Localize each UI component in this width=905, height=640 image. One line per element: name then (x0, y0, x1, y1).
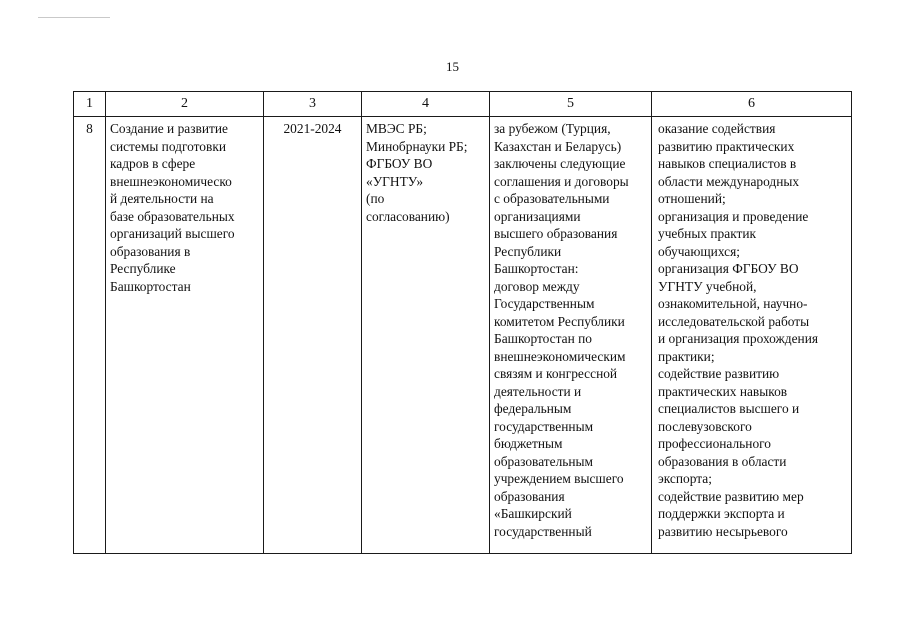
cell-line: образовательным (494, 453, 594, 469)
cell-line: Республике (110, 261, 176, 276)
cell-line: области международных (658, 173, 800, 189)
cell-line: ознакомительной, научно- (658, 296, 808, 311)
cell-line: учебных практик (658, 226, 757, 241)
cell-line: кадров в сфере (110, 156, 196, 171)
cell-line: развитию несырьевого (658, 523, 788, 539)
cell-line: Башкортостан: (494, 261, 579, 276)
cell-line: образования (494, 488, 565, 504)
measures-table (73, 91, 852, 554)
cell-line: высшего образования (494, 226, 618, 241)
period-cell: 2021-2024 (264, 117, 362, 554)
cell-line: базе образовательных (110, 208, 235, 224)
cell-line: Башкортостан по (494, 331, 592, 346)
cell-line: «УГНТУ» (366, 173, 424, 189)
cell-line: ФГБОУ ВО (366, 156, 433, 171)
cell-line: организациями (494, 208, 581, 224)
cell-line: образования в (110, 243, 191, 259)
table-row (74, 117, 852, 554)
cell-line: деятельности и (494, 383, 582, 399)
cell-line: Башкортостан (110, 278, 191, 294)
cell-line: соглашения и договоры (494, 173, 629, 189)
cell-line: содействие развитию мер (658, 488, 804, 504)
page-number: 15 (446, 59, 459, 74)
cell-line: практики; (658, 348, 715, 364)
cell-line: практических навыков (658, 383, 788, 399)
cell-line: учреждением высшего (494, 471, 624, 486)
cell-line: Государственным (494, 296, 595, 311)
cell-line: Создание и развитие (110, 121, 228, 136)
header-cell-1: 1 (74, 92, 106, 117)
cell-line: организация ФГБОУ ВО (658, 261, 799, 276)
cell-line: Республики (494, 243, 562, 259)
cell-line: содействие развитию (658, 366, 780, 381)
outcomes-cell (652, 117, 852, 554)
cell-line: МВЭС РБ; (366, 121, 427, 136)
cell-line: УГНТУ учебной, (658, 278, 757, 294)
cell-line: развитию практических (658, 138, 795, 154)
cell-line: за рубежом (Турция, (494, 121, 611, 136)
cell-line: связям и конгрессной (494, 366, 618, 381)
cell-line: Казахстан и Беларусь) (494, 138, 622, 154)
executors-cell (362, 117, 490, 554)
cell-line: оказание содействия (658, 121, 776, 136)
cell-line: федеральным (494, 401, 572, 416)
cell-line: экспорта; (658, 471, 712, 486)
cell-line: поддержки экспорта и (658, 506, 785, 521)
cell-line: Минобрнауки РБ; (366, 138, 468, 154)
cell-line: бюджетным (494, 436, 563, 451)
header-row (74, 92, 852, 117)
cell-line: (по (366, 191, 385, 206)
header-cell-2: 2 (106, 92, 264, 117)
cell-line: отношений; (658, 191, 726, 206)
cell-line: и организация прохождения (658, 331, 819, 346)
cell-line: навыков специалистов в (658, 156, 797, 171)
cell-line: системы подготовки (110, 138, 226, 154)
cell-line: согласованию) (366, 208, 450, 224)
header-cell-4: 4 (362, 92, 490, 117)
row-number-cell: 8 (74, 117, 106, 554)
cell-line: образования в области (658, 453, 787, 469)
cell-line: послевузовского (658, 418, 752, 434)
cell-line: с образовательными (494, 191, 610, 206)
cell-line: комитетом Республики (494, 313, 625, 329)
header-cell-3: 3 (264, 92, 362, 117)
header-cell-6: 6 (652, 92, 852, 117)
cell-line: заключены следующие (494, 156, 626, 171)
cell-line: специалистов высшего и (658, 401, 800, 416)
cell-line: внешнеэкономическим (494, 348, 626, 364)
cell-line: исследовательской работы (658, 313, 810, 329)
cell-line: государственным (494, 418, 594, 434)
cell-line: государственный (494, 523, 592, 539)
cell-line: «Башкирский (494, 506, 572, 521)
cell-line: й деятельности на (110, 191, 214, 206)
cell-line: внешнеэкономическо (110, 173, 232, 189)
cell-line: профессионального (658, 436, 771, 451)
header-cell-5: 5 (490, 92, 652, 117)
cell-line: договор между (494, 278, 580, 294)
cell-line: организация и проведение (658, 208, 809, 224)
cell-line: обучающихся; (658, 243, 740, 259)
measure-title-cell (106, 117, 264, 554)
results-cell (490, 117, 652, 554)
cell-line: организаций высшего (110, 226, 235, 241)
corner-mark (38, 17, 110, 18)
